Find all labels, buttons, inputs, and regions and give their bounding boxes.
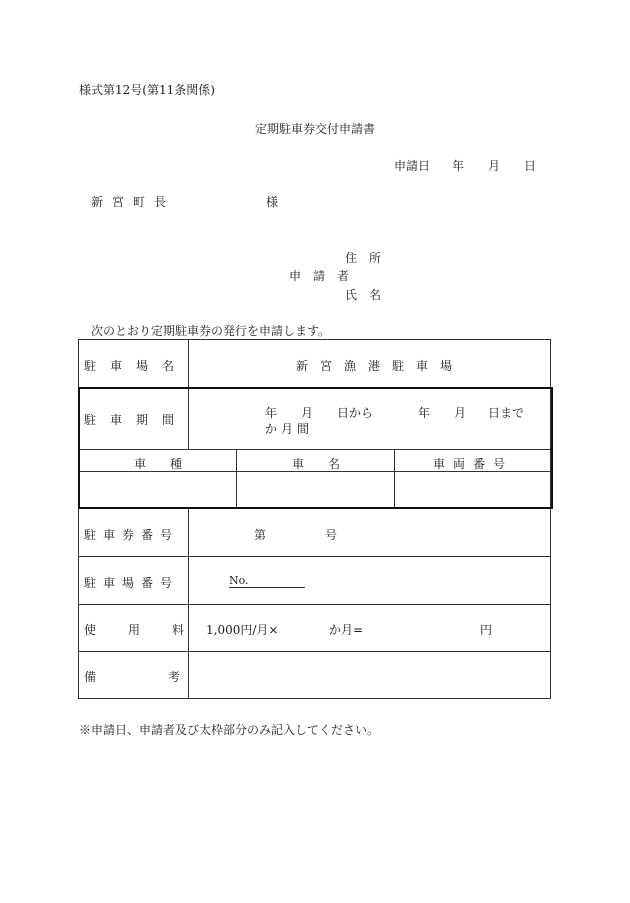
period-to-day[interactable]: 日まで [488,406,525,420]
vehicle-number-field[interactable] [398,474,546,504]
period-from-day[interactable]: 日から [337,406,374,420]
date-day-field[interactable]: 日 [524,159,537,173]
remarks-field[interactable] [192,655,546,695]
period-label: 駐車期間 [84,413,189,427]
fee-rate: 1,000円/月× [206,623,279,637]
parking-name-label: 駐車場名 [84,359,189,373]
footnote: ※申請日、申請者及び太枠部分のみ記入してください。 [79,723,380,737]
remarks-label: 備考 [84,670,253,684]
address-label[interactable]: 住所 [345,251,394,265]
application-date-label: 申請日 [394,159,431,173]
form-number: 様式第12号(第11条関係) [79,83,215,97]
fee-label: 使用料 [84,623,217,637]
period-to-month[interactable]: 月 [454,406,467,420]
vehicle-type-field[interactable] [82,474,232,504]
ticket-number-label: 駐車券番号 [84,528,180,542]
space-number-field[interactable] [229,587,305,588]
vehicle-name-field[interactable] [240,474,390,504]
space-number-label: 駐車場番号 [84,576,180,590]
table-border-bottom [78,698,551,699]
document-title: 定期駐車券交付申請書 [254,122,375,136]
name-label[interactable]: 氏名 [345,288,394,302]
ticket-number-prefix: 第 [254,528,267,542]
period-to-year[interactable]: 年 [418,406,431,420]
space-number-prefix: No. [229,574,249,587]
date-year-field[interactable]: 年 [452,159,465,173]
period-from-year[interactable]: 年 [265,406,278,420]
fee-months[interactable]: か月= [329,623,364,637]
period-months[interactable]: か月間 [265,422,314,436]
parking-name-value: 新宮漁港駐車場 [296,359,465,373]
applicant-label: 申請者 [289,269,362,283]
row-divider-fee [78,651,551,652]
fee-label-wrap [84,621,217,638]
vehicle-name-header: 車名 [292,457,365,471]
addressee-honorific: 様 [266,195,279,209]
fee-yen: 円 [480,623,493,637]
date-month-field[interactable]: 月 [488,159,501,173]
vehicle-number-header: 車両番号 [433,457,514,471]
application-date-line [0,157,630,173]
intro-text: 次のとおり定期駐車券の発行を申請します。 [91,324,331,338]
vehicle-type-header: 車種 [134,457,207,471]
row-divider-ticket [78,556,551,557]
ticket-number-suffix: 号 [325,528,338,542]
table-border-top [78,339,551,340]
row-divider-space [78,604,551,605]
period-from-month[interactable]: 月 [301,406,314,420]
addressee-name: 新宮町長 [91,195,176,209]
